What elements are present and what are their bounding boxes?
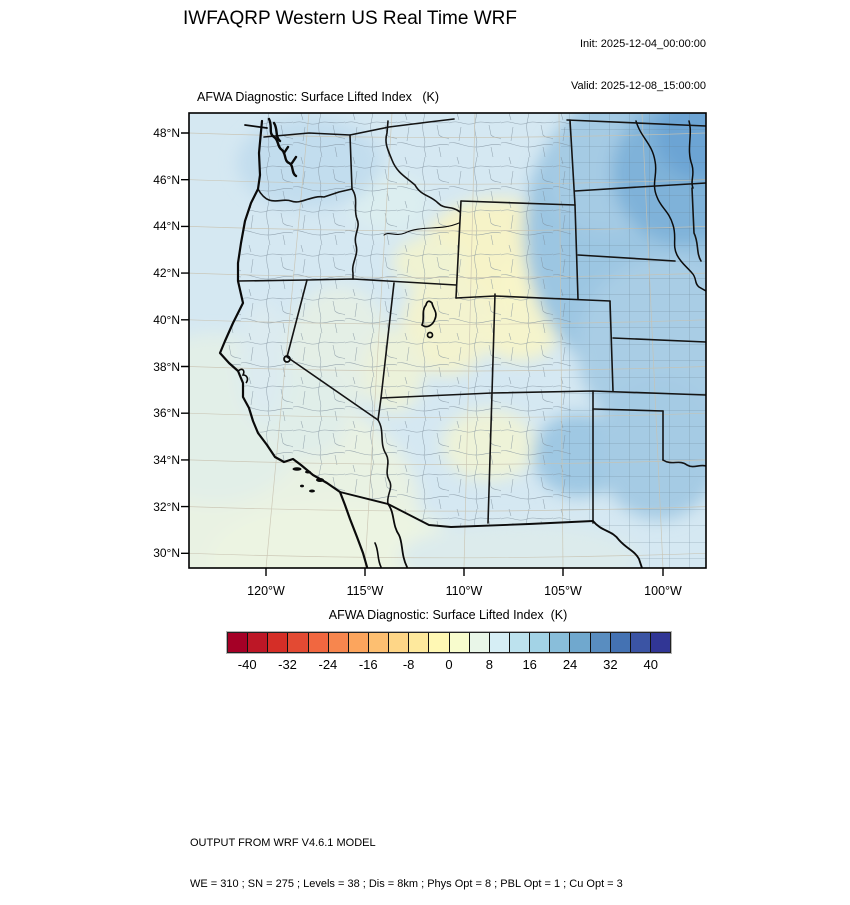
lat-tick-label: 40°N — [153, 312, 180, 327]
colorbar-cell — [287, 633, 307, 652]
colorbar-cell — [388, 633, 408, 652]
colorbar-cell — [610, 633, 630, 652]
lat-tick-label: 46°N — [153, 172, 180, 187]
colorbar-cell — [469, 633, 489, 652]
colorbar-tick-label: 16 — [522, 657, 537, 672]
colorbar-cell — [590, 633, 610, 652]
colorbar-tick-label: 40 — [643, 657, 658, 672]
colorbar-cell — [247, 633, 267, 652]
colorbar-cell — [569, 633, 589, 652]
run-info — [571, 9, 706, 107]
lon-tick-label: 105°W — [544, 584, 582, 598]
lat-tick-label: 44°N — [153, 219, 180, 234]
footer — [190, 810, 623, 905]
colorbar-cell — [549, 633, 569, 652]
colorbar-cell — [509, 633, 529, 652]
colorbar-tick-label: 0 — [445, 657, 453, 672]
lat-tick-label: 36°N — [153, 406, 180, 421]
colorbar-cell — [328, 633, 348, 652]
lat-tick-label: 32°N — [153, 499, 180, 514]
lon-tick-label: 100°W — [644, 584, 682, 598]
lat-tick-label: 48°N — [153, 126, 180, 140]
colorbar-tick-label: 32 — [603, 657, 618, 672]
lon-tick-label: 110°W — [445, 584, 483, 598]
colorbar-tick-label: -40 — [237, 657, 257, 672]
lat-tick-label: 34°N — [153, 452, 180, 467]
colorbar-cell — [630, 633, 650, 652]
colorbar-cell — [449, 633, 469, 652]
lat-tick-label: 38°N — [153, 359, 180, 374]
colorbar-tick-label: -8 — [402, 657, 415, 672]
map-title: AFWA Diagnostic: Surface Lifted Index (K) — [197, 90, 439, 104]
colorbar-tick-label: 8 — [485, 657, 493, 672]
colorbar-cell — [428, 633, 448, 652]
lat-tick-label: 30°N — [153, 546, 180, 561]
colorbar-tick-label: 24 — [562, 657, 578, 672]
lon-tick-label: 120°W — [247, 584, 285, 598]
footer-config-line: WE = 310 ; SN = 275 ; Levels = 38 ; Dis = 8km ; Phys Opt = 8 ; PBL Opt = 1 ; Cu Opt = 3 — [190, 877, 623, 890]
colorbar — [227, 632, 671, 653]
colorbar-labels — [227, 657, 671, 673]
init-time: Init: 2025-12-04_00:00:00 — [580, 38, 706, 50]
colorbar-cell — [228, 633, 247, 652]
colorbar-tick-label: -32 — [278, 657, 297, 672]
colorbar-cell — [650, 633, 670, 652]
colorbar-cell — [529, 633, 549, 652]
lon-tick-label: 115°W — [346, 584, 384, 598]
colorbar-cell — [308, 633, 328, 652]
colorbar-title: AFWA Diagnostic: Surface Lifted Index (K) — [328, 608, 568, 622]
colorbar-cell — [267, 633, 287, 652]
colorbar-tick-label: -24 — [318, 657, 338, 672]
page-title: IWFAQRP Western US Real Time WRF — [183, 8, 517, 29]
colorbar-cell — [368, 633, 388, 652]
colorbar-cell — [348, 633, 368, 652]
valid-time: Valid: 2025-12-08_15:00:00 — [571, 80, 706, 92]
colorbar-tick-label: -16 — [358, 657, 378, 672]
colorbar-cell — [489, 633, 509, 652]
lat-tick-label: 42°N — [153, 266, 180, 281]
footer-model-line: OUTPUT FROM WRF V4.6.1 MODEL — [190, 837, 376, 849]
map-canvas — [189, 113, 706, 568]
colorbar-cell — [408, 633, 428, 652]
